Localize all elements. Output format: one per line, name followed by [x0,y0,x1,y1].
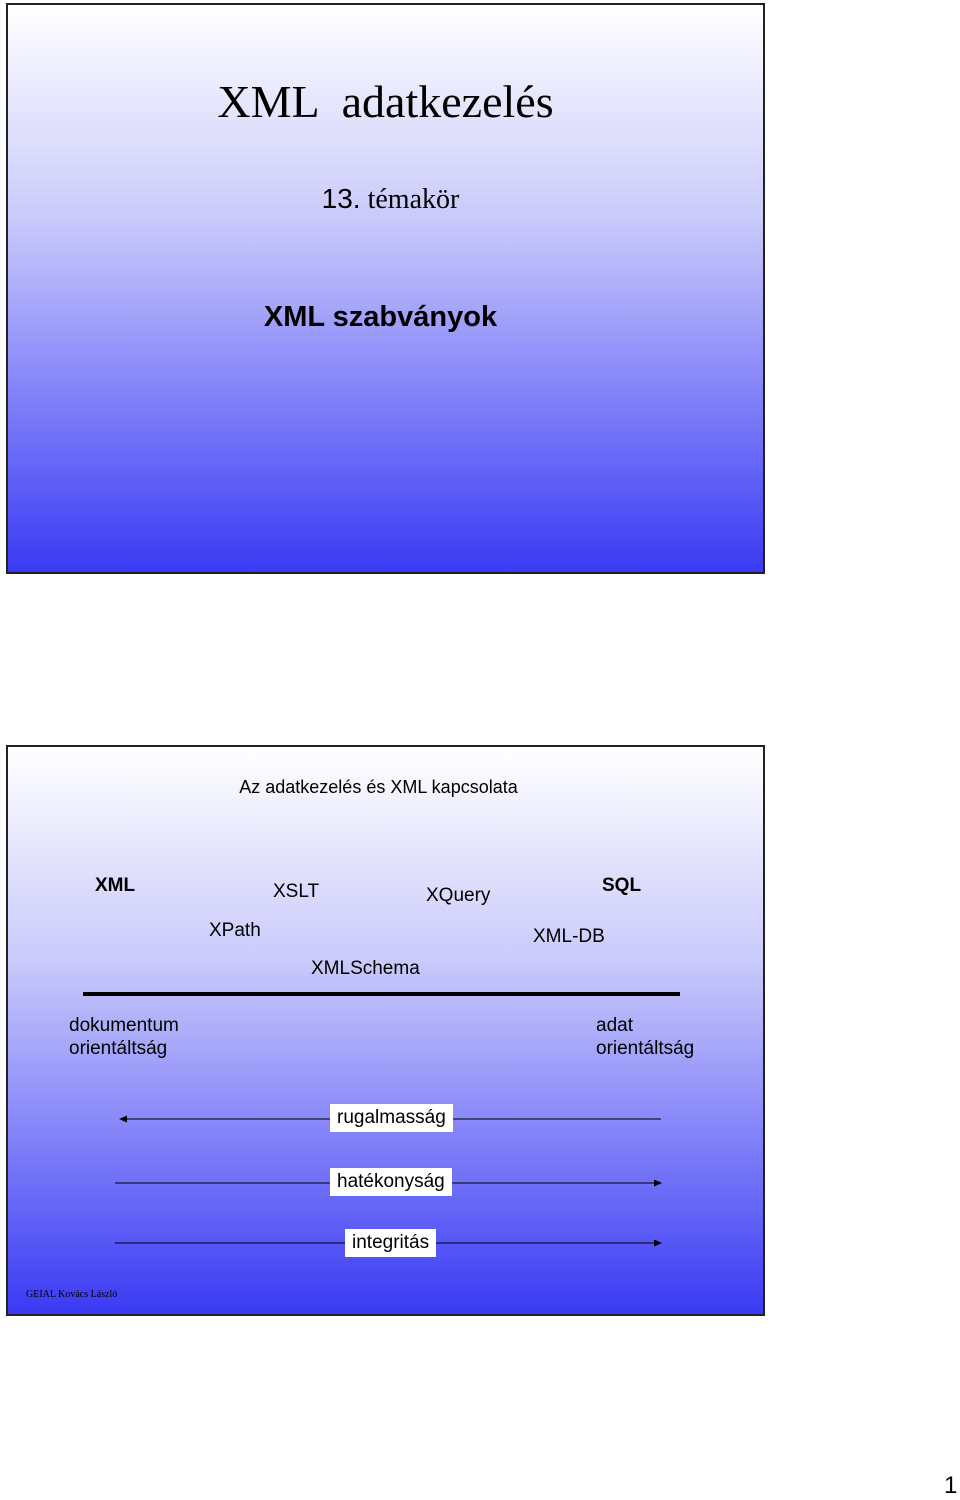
slide-footer: GEIAL Kovács László [26,1289,118,1300]
subtitle-number: 13. [321,183,361,214]
left-pole-line2: orientáltság [69,1038,168,1059]
subtitle-text: témakör [367,184,460,215]
scale-label-hatekonysag: hatékonyság [330,1168,452,1196]
term-xmldb: XML-DB [533,926,605,947]
arrowhead-right-integritas [654,1240,662,1247]
arrowhead-left-rugalmassag [119,1116,127,1123]
term-xml: XML [95,875,136,896]
title-part-adatkezeles: adatkezelés [341,76,554,127]
term-xslt: XSLT [273,881,320,902]
left-pole-line1: dokumentum [69,1015,179,1036]
scale-label-rugalmassag: rugalmasság [330,1104,453,1132]
scale-label-integritas: integritás [345,1229,436,1257]
term-sql: SQL [602,875,642,896]
slide-heading: XML szabványok [263,301,498,333]
title-part-xml: XML [217,76,320,127]
arrowhead-right-hatekonysag [654,1180,662,1187]
slide2-title: Az adatkezelés és XML kapcsolata [239,777,518,797]
term-xmlschema: XMLSchema [311,958,420,979]
title-slide [6,3,765,574]
right-pole-line2: orientáltság [596,1038,695,1059]
slide-title [8,75,763,128]
page-number: 1 [944,1472,958,1499]
right-pole-line1: adat [596,1015,633,1036]
term-xpath: XPath [209,920,261,941]
slide-subtitle [8,183,765,216]
relation-slide [6,745,765,1316]
term-xquery: XQuery [426,885,491,906]
